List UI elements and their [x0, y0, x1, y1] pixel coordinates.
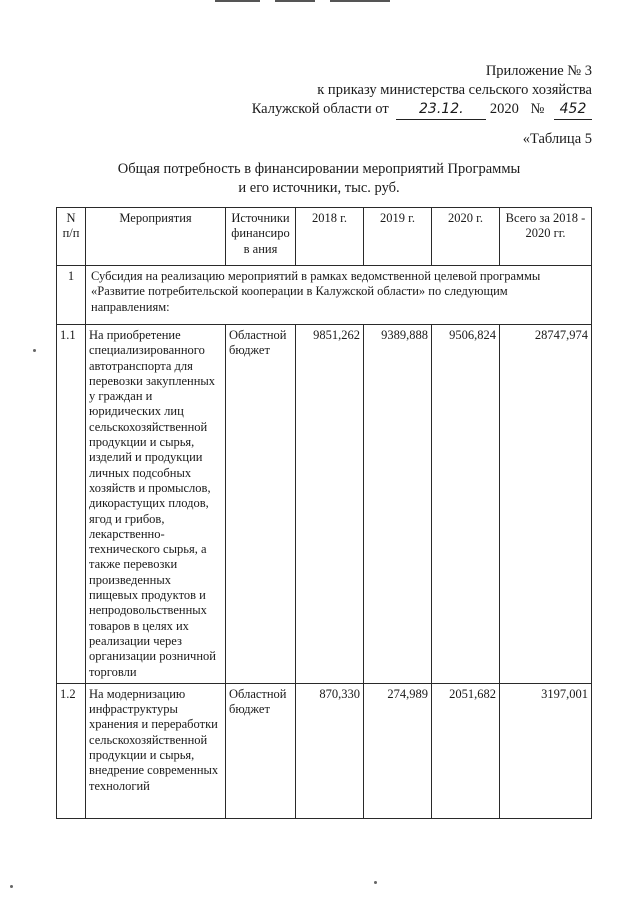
scan-dot	[33, 349, 36, 352]
row-2020: 9506,824	[432, 325, 500, 684]
scan-dot	[10, 885, 13, 888]
row-total: 28747,974	[500, 325, 592, 684]
row-activity: На модернизацию инфраструктуры хранения и переработки сельскохозяйственной продукции и сырья, внедрение современных технологий	[86, 683, 226, 818]
row-total: 3197,001	[500, 683, 592, 818]
row-source: Областной бюджет	[226, 325, 296, 684]
table-label: «Таблица 5	[522, 131, 592, 147]
handwritten-number: 452	[554, 100, 592, 120]
document-title	[0, 160, 638, 198]
row-2019: 274,989	[364, 683, 432, 818]
appendix-label: Приложение № 3	[485, 63, 592, 79]
header-2018: 2018 г.	[296, 208, 364, 266]
table-row	[57, 683, 592, 818]
header-total: Всего за 2018 - 2020 гг.	[500, 208, 592, 266]
order-date-line	[252, 100, 592, 120]
order-reference: к приказу министерства сельского хозяйства	[317, 82, 592, 98]
header-2020: 2020 г.	[432, 208, 500, 266]
order-year: 2020	[489, 101, 519, 117]
section-text: Субсидия на реализацию мероприятий в рамках ведомственной целевой программы «Развитие потребительской кооперации в Калужской области» по следующим направлениям:	[86, 266, 592, 325]
title-line-2: и его источники, тыс. руб.	[238, 180, 400, 196]
table-row	[57, 325, 592, 684]
header-activity: Мероприятия	[86, 208, 226, 266]
row-activity: На приобретение специализированного автотранспорта для перевозки закупленных у граждан и юридических лиц сельскохозяйственной продукции и сырья, изделий и продукции личных подсобных хозяйств и промыслов, дикорастущих плодов, ягод и грибов, лекарственно-технического сырья, а также перевозки произведенных пищевых продуктов и непродовольственных товаров в целях их реализации через организации розничной торговли	[86, 325, 226, 684]
header-2019: 2019 г.	[364, 208, 432, 266]
row-num: 1.2	[57, 683, 86, 818]
section-row	[57, 266, 592, 325]
row-2020: 2051,682	[432, 683, 500, 818]
section-num: 1	[57, 266, 86, 325]
row-2018: 870,330	[296, 683, 364, 818]
top-edge-marks	[215, 0, 415, 4]
scan-dot	[374, 881, 377, 884]
row-2019: 9389,888	[364, 325, 432, 684]
handwritten-date: 23.12.	[396, 100, 486, 120]
header-source: Источники финансиров ания	[226, 208, 296, 266]
header-num: N п/п	[57, 208, 86, 266]
table-header-row	[57, 208, 592, 266]
number-sign: №	[530, 101, 545, 117]
row-source: Областной бюджет	[226, 683, 296, 818]
title-line-1: Общая потребность в финансировании мероприятий Программы	[117, 161, 521, 177]
region-date-prefix: Калужской области от	[251, 101, 389, 117]
row-2018: 9851,262	[296, 325, 364, 684]
financing-table	[56, 207, 592, 819]
row-num: 1.1	[57, 325, 86, 684]
